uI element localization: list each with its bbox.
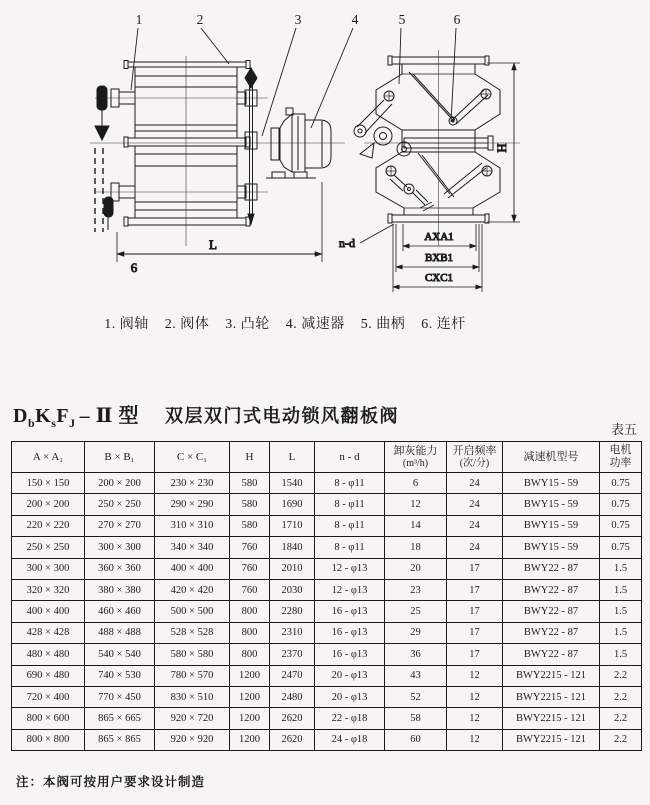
column-header: 卸灰能力 (m³/h) xyxy=(385,442,447,473)
parts-legend xyxy=(55,313,515,333)
table-cell: 60 xyxy=(385,729,447,750)
table-cell: 24 - φ18 xyxy=(315,729,385,750)
table-cell: 12 xyxy=(447,729,503,750)
table-cell: 400 × 400 xyxy=(155,558,230,579)
table-cell: 17 xyxy=(447,601,503,622)
table-cell: 1200 xyxy=(230,729,270,750)
left-bottom-label: 6 xyxy=(130,260,138,275)
table-cell: 20 xyxy=(385,558,447,579)
table-row xyxy=(12,515,642,536)
table-cell: BWY15 - 59 xyxy=(503,537,600,558)
table-cell: 760 xyxy=(230,558,270,579)
valve-technical-drawing xyxy=(0,0,650,310)
table-cell: 8 - φ11 xyxy=(315,515,385,536)
product-name: 双层双门式电动锁风翻板阀 xyxy=(164,406,399,426)
table-cell: 2310 xyxy=(270,622,315,643)
table-cell: 290 × 290 xyxy=(155,494,230,515)
table-cell: 250 × 250 xyxy=(12,537,85,558)
table-cell: 2370 xyxy=(270,644,315,665)
table-cell: 2.2 xyxy=(600,665,642,686)
table-cell: 580 × 580 xyxy=(155,644,230,665)
table-cell: 528 × 528 xyxy=(155,622,230,643)
table-cell: 360 × 360 xyxy=(85,558,155,579)
dim-B-label: BXB1 xyxy=(424,252,454,264)
table-cell: 1200 xyxy=(230,708,270,729)
table-cell: 1.5 xyxy=(600,644,642,665)
right-view xyxy=(339,50,520,292)
table-cell: 12 - φ13 xyxy=(315,579,385,600)
table-cell: 540 × 540 xyxy=(85,644,155,665)
callout-4: 4 xyxy=(351,12,359,27)
table-cell: BWY2215 - 121 xyxy=(503,729,600,750)
table-cell: 20 - φ13 xyxy=(315,665,385,686)
table-cell: 690 × 480 xyxy=(12,665,85,686)
table-cell: 2.2 xyxy=(600,686,642,707)
table-cell: 460 × 460 xyxy=(85,601,155,622)
part-item: 3. 凸轮 xyxy=(225,317,270,332)
table-cell: 300 × 300 xyxy=(85,537,155,558)
table-cell: BWY22 - 87 xyxy=(503,579,600,600)
table-cell: 420 × 420 xyxy=(155,579,230,600)
table-cell: 25 xyxy=(385,601,447,622)
table-cell: 220 × 220 xyxy=(12,515,85,536)
table-cell: BWY15 - 59 xyxy=(503,494,600,515)
table-cell: 0.75 xyxy=(600,494,642,515)
table-cell: 580 xyxy=(230,494,270,515)
table-cell: 200 × 200 xyxy=(12,494,85,515)
table-cell: 8 - φ11 xyxy=(315,537,385,558)
table-cell: 24 xyxy=(447,473,503,494)
table-header-row xyxy=(12,442,642,473)
column-header: L xyxy=(270,442,315,473)
bolt-holes-label: n-d xyxy=(339,236,355,250)
table-cell: 2030 xyxy=(270,579,315,600)
table-cell: 2470 xyxy=(270,665,315,686)
dim-H-label: H xyxy=(495,143,509,153)
table-cell: 12 xyxy=(447,665,503,686)
table-cell: 58 xyxy=(385,708,447,729)
table-cell: 150 × 150 xyxy=(12,473,85,494)
table-cell: 0.75 xyxy=(600,473,642,494)
table-cell: 865 × 665 xyxy=(85,708,155,729)
connecting-rods-upper xyxy=(409,72,488,125)
table-cell: 36 xyxy=(385,644,447,665)
table-cell: 740 × 530 xyxy=(85,665,155,686)
table-cell: BWY22 - 87 xyxy=(503,601,600,622)
table-row xyxy=(12,601,642,622)
crank-hub xyxy=(360,127,411,158)
table-cell: 1840 xyxy=(270,537,315,558)
callout-2: 2 xyxy=(196,12,204,27)
column-header: 电机 功率 xyxy=(600,442,642,473)
table-cell: 12 xyxy=(447,708,503,729)
table-cell: 16 - φ13 xyxy=(315,601,385,622)
dim-C-label: CXC1 xyxy=(424,272,454,284)
table-cell: 250 × 250 xyxy=(85,494,155,515)
callout-numbers xyxy=(136,12,461,27)
table-cell: 1.5 xyxy=(600,622,642,643)
table-cell: 865 × 865 xyxy=(85,729,155,750)
table-cell: 18 xyxy=(385,537,447,558)
cam-rod xyxy=(245,68,257,224)
table-cell: BWY22 - 87 xyxy=(503,622,600,643)
table-cell: 488 × 488 xyxy=(85,622,155,643)
table-cell: 6 xyxy=(385,473,447,494)
part-item: 2. 阀体 xyxy=(164,317,210,332)
table-cell: 480 × 480 xyxy=(12,644,85,665)
table-row xyxy=(12,622,642,643)
table-cell: 800 xyxy=(230,622,270,643)
table-row xyxy=(12,558,642,579)
table-cell: 1690 xyxy=(270,494,315,515)
column-header: A × A₁ xyxy=(12,442,85,473)
table-cell: 24 xyxy=(447,537,503,558)
table-cell: 12 xyxy=(385,494,447,515)
table-cell: 920 × 720 xyxy=(155,708,230,729)
table-cell: 320 × 320 xyxy=(12,579,85,600)
table-cell: 1710 xyxy=(270,515,315,536)
table-cell: 2.2 xyxy=(600,708,642,729)
column-header: C × C₁ xyxy=(155,442,230,473)
table-cell: 580 xyxy=(230,515,270,536)
callout-1: 1 xyxy=(135,12,143,27)
table-cell: 920 × 920 xyxy=(155,729,230,750)
table-cell: BWY22 - 87 xyxy=(503,644,600,665)
table-cell: 428 × 428 xyxy=(12,622,85,643)
table-cell: 380 × 380 xyxy=(85,579,155,600)
left-view xyxy=(90,56,345,275)
table-row xyxy=(12,537,642,558)
table-cell: 800 × 600 xyxy=(12,708,85,729)
table-row xyxy=(12,579,642,600)
table-cell: BWY2215 - 121 xyxy=(503,708,600,729)
connecting-rods-lower xyxy=(390,153,486,211)
table-cell: 29 xyxy=(385,622,447,643)
table-cell: 20 - φ13 xyxy=(315,686,385,707)
dim-L xyxy=(117,182,322,262)
table-cell: 500 × 500 xyxy=(155,601,230,622)
table-cell: 2480 xyxy=(270,686,315,707)
table-cell: 830 × 510 xyxy=(155,686,230,707)
table-cell: 24 xyxy=(447,494,503,515)
table-cell: BWY2215 - 121 xyxy=(503,665,600,686)
table-cell: 17 xyxy=(447,579,503,600)
table-cell: 340 × 340 xyxy=(155,537,230,558)
table-cell: BWY15 - 59 xyxy=(503,515,600,536)
model-designation: $D_bK_sF_J$ – Ⅱ 型 xyxy=(13,405,139,430)
table-cell: 400 × 400 xyxy=(12,601,85,622)
table-row xyxy=(12,729,642,750)
table-cell: 1540 xyxy=(270,473,315,494)
column-header: B × B₁ xyxy=(85,442,155,473)
table-cell: 800 xyxy=(230,601,270,622)
table-cell: 8 - φ11 xyxy=(315,473,385,494)
table-cell: 0.75 xyxy=(600,537,642,558)
table-row xyxy=(12,686,642,707)
table-cell: 800 xyxy=(230,644,270,665)
table-cell: 2010 xyxy=(270,558,315,579)
table-cell: 270 × 270 xyxy=(85,515,155,536)
table-cell: 2620 xyxy=(270,708,315,729)
table-cell: 800 × 800 xyxy=(12,729,85,750)
table-cell: 8 - φ11 xyxy=(315,494,385,515)
table-cell: 200 × 200 xyxy=(85,473,155,494)
table-cell: 1.5 xyxy=(600,601,642,622)
callout-3: 3 xyxy=(294,12,302,27)
dim-A-label: AXA1 xyxy=(424,231,454,243)
table-cell: 230 × 230 xyxy=(155,473,230,494)
table-cell: BWY22 - 87 xyxy=(503,558,600,579)
spec-table xyxy=(11,441,642,751)
table-cell: 1.5 xyxy=(600,558,642,579)
callout-leaders xyxy=(131,28,456,136)
table-cell: 780 × 570 xyxy=(155,665,230,686)
part-item: 5. 曲柄 xyxy=(360,317,406,332)
column-header: 开启频率 (次/分) xyxy=(447,442,503,473)
part-item: 1. 阀轴 xyxy=(104,317,149,332)
table-cell: 16 - φ13 xyxy=(315,644,385,665)
column-header: H xyxy=(230,442,270,473)
table-row xyxy=(12,665,642,686)
table-cell: 23 xyxy=(385,579,447,600)
table-cell: 720 × 400 xyxy=(12,686,85,707)
footnote: 注：本阀可按用户要求设计制造 xyxy=(16,775,206,789)
table-cell: 17 xyxy=(447,558,503,579)
table-row xyxy=(12,644,642,665)
table-cell: BWY15 - 59 xyxy=(503,473,600,494)
column-header: 减速机型号 xyxy=(503,442,600,473)
crank-arm xyxy=(354,100,392,137)
table-cell: 1.5 xyxy=(600,579,642,600)
table-cell: 16 - φ13 xyxy=(315,622,385,643)
table-body xyxy=(12,473,642,751)
table-cell: 2620 xyxy=(270,729,315,750)
table-row xyxy=(12,494,642,515)
part-item: 4. 减速器 xyxy=(285,317,345,332)
table-cell: 17 xyxy=(447,644,503,665)
title-row xyxy=(13,399,399,431)
table-cell: 43 xyxy=(385,665,447,686)
callout-6: 6 xyxy=(453,12,461,27)
table-cell: 580 xyxy=(230,473,270,494)
table-cell: 1200 xyxy=(230,686,270,707)
part-item: 6. 连杆 xyxy=(421,317,466,332)
table-cell: 310 × 310 xyxy=(155,515,230,536)
column-header: n - d xyxy=(315,442,385,473)
dim-H xyxy=(487,63,520,222)
table-number-label: 表五 xyxy=(610,422,637,437)
table-cell: 12 xyxy=(447,686,503,707)
table-cell: 300 × 300 xyxy=(12,558,85,579)
table-cell: 1200 xyxy=(230,665,270,686)
table-cell: 2.2 xyxy=(600,729,642,750)
callout-5: 5 xyxy=(398,12,406,27)
table-cell: 2280 xyxy=(270,601,315,622)
table-cell: 760 xyxy=(230,537,270,558)
dim-L-label: L xyxy=(209,237,217,252)
table-cell: 52 xyxy=(385,686,447,707)
table-cell: 24 xyxy=(447,515,503,536)
table-cell: 14 xyxy=(385,515,447,536)
table-row xyxy=(12,473,642,494)
table-cell: 760 xyxy=(230,579,270,600)
table-row xyxy=(12,708,642,729)
table-cell: BWY2215 - 121 xyxy=(503,686,600,707)
table-cell: 770 × 450 xyxy=(85,686,155,707)
table-cell: 12 - φ13 xyxy=(315,558,385,579)
table-cell: 17 xyxy=(447,622,503,643)
table-cell: 0.75 xyxy=(600,515,642,536)
table-cell: 22 - φ18 xyxy=(315,708,385,729)
counterweight-lever xyxy=(95,86,113,230)
